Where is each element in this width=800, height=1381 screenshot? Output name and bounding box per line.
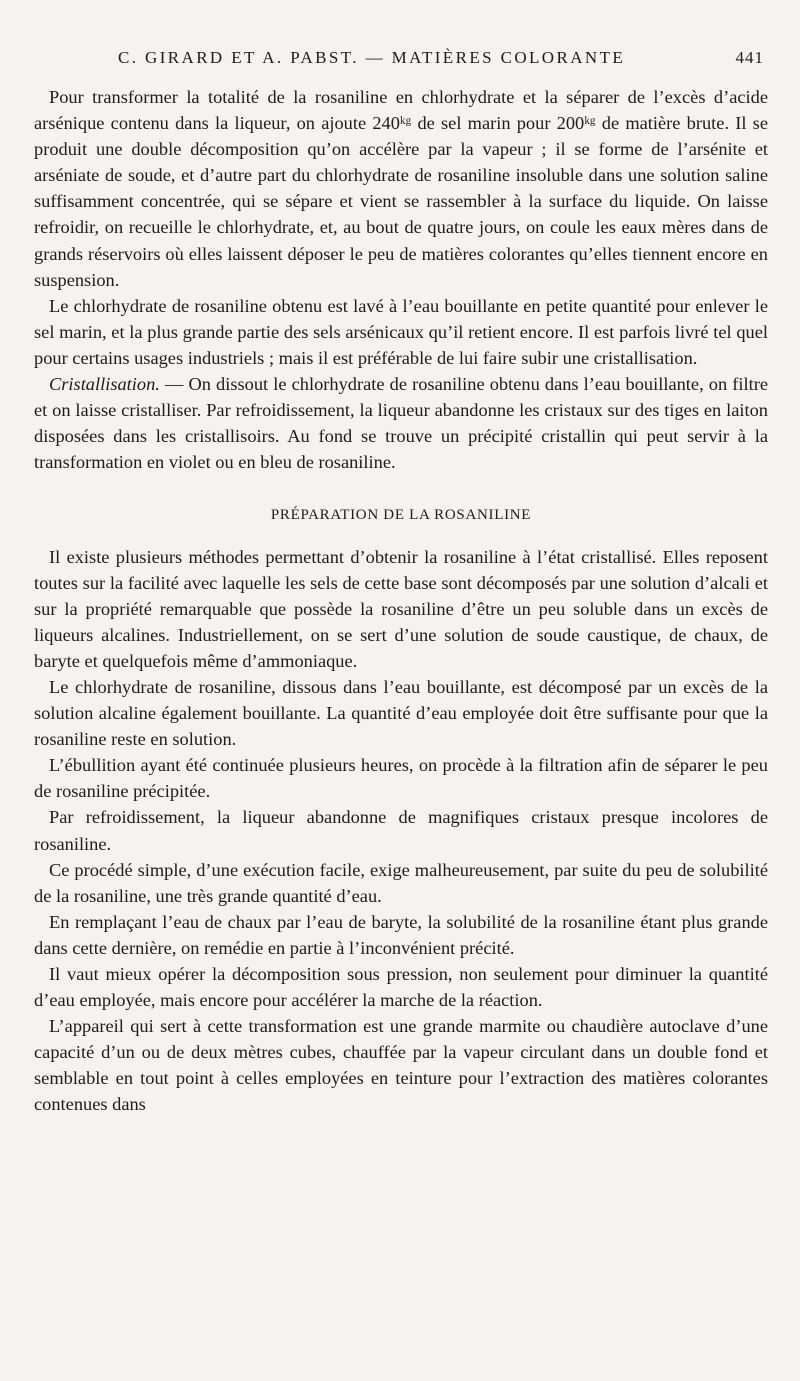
section-title: PRÉPARATION DE LA ROSANILINE <box>270 507 532 524</box>
paragraph: Le chlorhydrate de rosaniline obtenu est lavé à l’eau bouillante en petite quantité pour enlever le sel marin, et la plus grande partie des sels arsénicaux qu’il retient encore. Il est parfois livré tel quel pour certains usages industriels ; mais il est préférable de lui faire subir une cristallisation. <box>34 295 768 368</box>
paragraph <box>34 371 768 475</box>
running-title: C. GIRARD ET A. PABST. — MATIÈRES COLORANTE <box>118 48 626 67</box>
paragraph: Il existe plusieurs méthodes permettant d’obtenir la rosaniline à l’état cristallisé. Elles reposent toutes sur la facilité avec laquelle les sels de cette base sont décomposés par une solution d’alcali et sur la propriété remarquable que possède la rosaniline d’être un peu soluble dans un excès de liqueurs alcalines. Industriellement, on se sert d’une solution de soude caustique, de chaux, de baryte et quelquefois même d’ammoniaque. <box>34 546 768 671</box>
paragraph: Pour transformer la totalité de la rosaniline en chlorhydrate et la séparer de l’excès d’acide arsénique contenu dans la liqueur, on ajoute 240ᵏᵍ de sel marin pour 200ᵏᵍ de matière brute. Il se produit une double décomposition qu’on accélère par la vapeur ; il se forme de l’arsénite et arséniate de soude, et d’autre part du chlorhydrate de rosaniline insoluble dans une solution saline suffisamment concentrée, qui se sépare et vient se rassembler à la surface du liquide. On laisse refroidir, on recueille le chlorhydrate, et, au bout de quatre jours, on coule les eaux mères dans de grands réservoirs où elles laissent déposer le peu de matières colorantes qu’elles tiennent encore en suspension. <box>34 87 768 290</box>
paragraph-lead: Cristallisation. <box>49 374 160 395</box>
paragraph: Ce procédé simple, d’une exécution facile, exige malheureusement, par suite du peu de solubilité de la rosaniline, une très grande quantité d’eau. <box>34 859 768 906</box>
paragraph: Il vaut mieux opérer la décomposition sous pression, non seulement pour diminuer la quantité d’eau employée, mais encore pour accélérer la marche de la réaction. <box>34 964 768 1011</box>
paragraph: En remplaçant l’eau de chaux par l’eau de baryte, la solubilité de la rosaniline étant plus grande dans cette dernière, on remédie en partie à l’inconvénient précité. <box>34 911 768 958</box>
body-text <box>34 84 768 1118</box>
paragraph-body: — On dissout le chlorhydrate de rosaniline obtenu dans l’eau bouillante, on filtre et on laisse cristalliser. Par refroidissement, la liqueur abandonne les cristaux sur des tiges en laiton disposées dans les cristallisoirs. Au fond se trouve un précipité cristallin qui peut servir à la transformation en violet ou en bleu de rosaniline. <box>34 374 768 473</box>
paragraph: Le chlorhydrate de rosaniline, dissous dans l’eau bouillante, est décomposé par un excès de la solution alcaline également bouillante. La quantité d’eau employée doit être suffisante pour que la rosaniline reste en solution. <box>34 676 768 750</box>
paragraph: L’ébullition ayant été continuée plusieurs heures, on procède à la filtration afin de séparer le peu de rosaniline précipitée. <box>34 755 768 802</box>
paragraph: Par refroidissement, la liqueur abandonne de magnifiques cristaux presque incolores de rosaniline. <box>34 807 768 854</box>
paragraph: L’appareil qui sert à cette transformation est une grande marmite ou chaudière autoclave d’une capacité d’un ou de deux mètres cubes, chauffée par la vapeur circulant dans un double fond et semblable en tout point à celles employées en teinture pour l’extraction des matières colorantes contenues dans <box>34 1016 768 1115</box>
running-header <box>48 48 764 74</box>
page-number: 441 <box>735 48 764 67</box>
